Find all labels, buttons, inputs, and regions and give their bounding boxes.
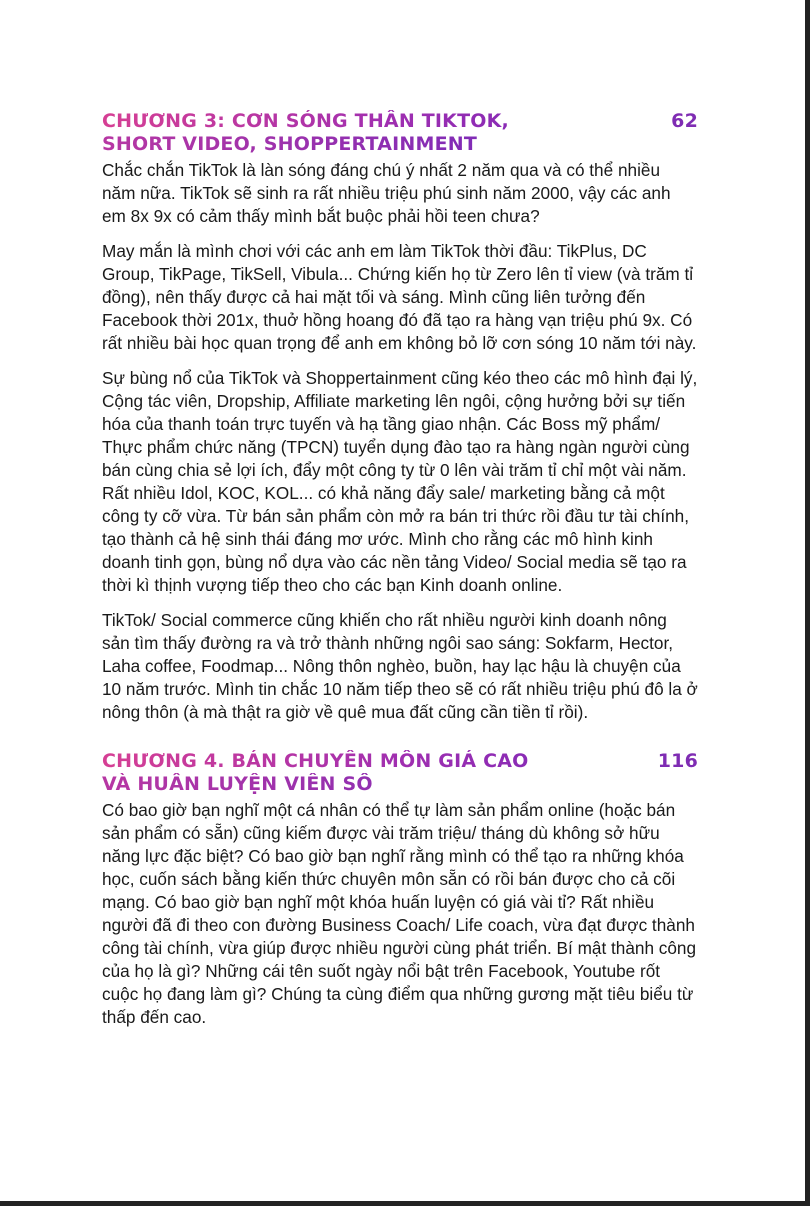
- chapter-title-line-2: VÀ HUẤN LUYỆN VIÊN SỐ: [102, 773, 528, 796]
- chapter-title-line-1: CHƯƠNG 3: CƠN SÓNG THẦN TIKTOK,: [102, 110, 509, 132]
- section-gap: [102, 736, 698, 750]
- chapter-heading: [102, 110, 698, 156]
- paragraph: May mắn là mình chơi với các anh em làm TikTok thời đầu: TikPlus, DC Group, TikPage, TikSell, Vibula... Chứng kiến họ từ Zero lên tỉ view (và trăm tỉ đồng), nên thấy được cả hai mặt tối và sáng. Mình cũng liên tưởng đến Facebook thời 201x, thuở hồng hoang đó đã tạo ra hàng vạn triệu phú 9x. Có rất nhiều bài học quan trọng để anh em không bỏ lỡ cơn sóng 10 năm tới này.: [102, 241, 697, 353]
- chapter-4-section: [102, 750, 698, 1029]
- paragraph: Có bao giờ bạn nghĩ một cá nhân có thể tự làm sản phẩm online (hoặc bán sản phẩm có sẵn) cũng kiếm được vài trăm triệu/ tháng dù không sở hữu năng lực đặc biệt? Có bao giờ bạn nghĩ rằng mình có thể tạo ra những khóa học, cuốn sách bằng kiến thức chuyên môn sẵn có rồi bán được cho cả cõi mạng. Có bao giờ bạn nghĩ một khóa huấn luyện có giá vài tỉ? Rất nhiều người đã đi theo con đường Business Coach/ Life coach, vừa đạt được thành công tài chính, vừa giúp được nhiều người cùng phát triển. Bí mật thành công của họ là gì? Những cái tên suốt ngày nổi bật trên Facebook, Youtube rốt cuộc họ đang làm gì? Chúng ta cùng điểm qua những gương mặt tiêu biểu từ thấp đến cao.: [102, 800, 697, 1027]
- chapter-heading: [102, 750, 698, 796]
- chapter-title: [102, 750, 528, 796]
- chapter-title-line-1: CHƯƠNG 4. BÁN CHUYÊN MÔN GIÁ CAO: [102, 750, 529, 772]
- paragraph: Chắc chắn TikTok là làn sóng đáng chú ý nhất 2 năm qua và có thể nhiều năm nữa. TikTok sẽ sinh ra rất nhiều triệu phú sinh năm 2000, vậy các anh em 8x 9x có cảm thấy mình bắt buộc phải hồi teen chưa?: [102, 160, 671, 226]
- paragraph: Sự bùng nổ của TikTok và Shoppertainment cũng kéo theo các mô hình đại lý, Cộng tác viên, Dropship, Affiliate marketing lên ngôi, cộng hưởng bởi sự tiến hóa của thanh toán trực tuyến và hạ tầng giao nhận. Các Boss mỹ phẩm/ Thực phẩm chức năng (TPCN) tuyển dụng đào tạo ra hàng ngàn người cùng bán cùng chia sẻ lợi ích, đẩy một công ty từ 0 lên vài trăm tỉ chỉ một vài năm. Rất nhiều Idol, KOC, KOL... có khả năng đẩy sale/ marketing bằng cả một công ty cỡ vừa. Từ bán sản phẩm còn mở ra bán tri thức rồi đầu tư tài chính, tạo thành cả hệ sinh thái đáng mơ ước. Mình cho rằng các mô hình kinh doanh tinh gọn, bùng nổ dựa vào các nền tảng Video/ Social media sẽ tạo ra thời kì thịnh vượng tiếp theo cho các bạn Kinh doanh online.: [102, 368, 698, 595]
- page-content: [102, 110, 698, 1041]
- chapter-title-line-2: SHORT VIDEO, SHOPPERTAINMENT: [102, 133, 509, 156]
- chapter-page-number: 62: [671, 110, 698, 132]
- chapter-3-section: [102, 110, 698, 724]
- chapter-page-number: 116: [657, 750, 698, 772]
- paragraph: TikTok/ Social commerce cũng khiến cho rất nhiều người kinh doanh nông sản tìm thấy đường ra và trở thành những ngôi sao sáng: Sokfarm, Hector, Laha coffee, Foodmap... Nông thôn nghèo, buồn, hay lạc hậu là chuyện của 10 năm trước. Mình tin chắc 10 năm tiếp theo sẽ có rất nhiều triệu phú đô la ở nông thôn (à mà thật ra giờ về quê mua đất cũng cần tiền tỉ rồi).: [102, 610, 698, 722]
- chapter-title: [102, 110, 509, 156]
